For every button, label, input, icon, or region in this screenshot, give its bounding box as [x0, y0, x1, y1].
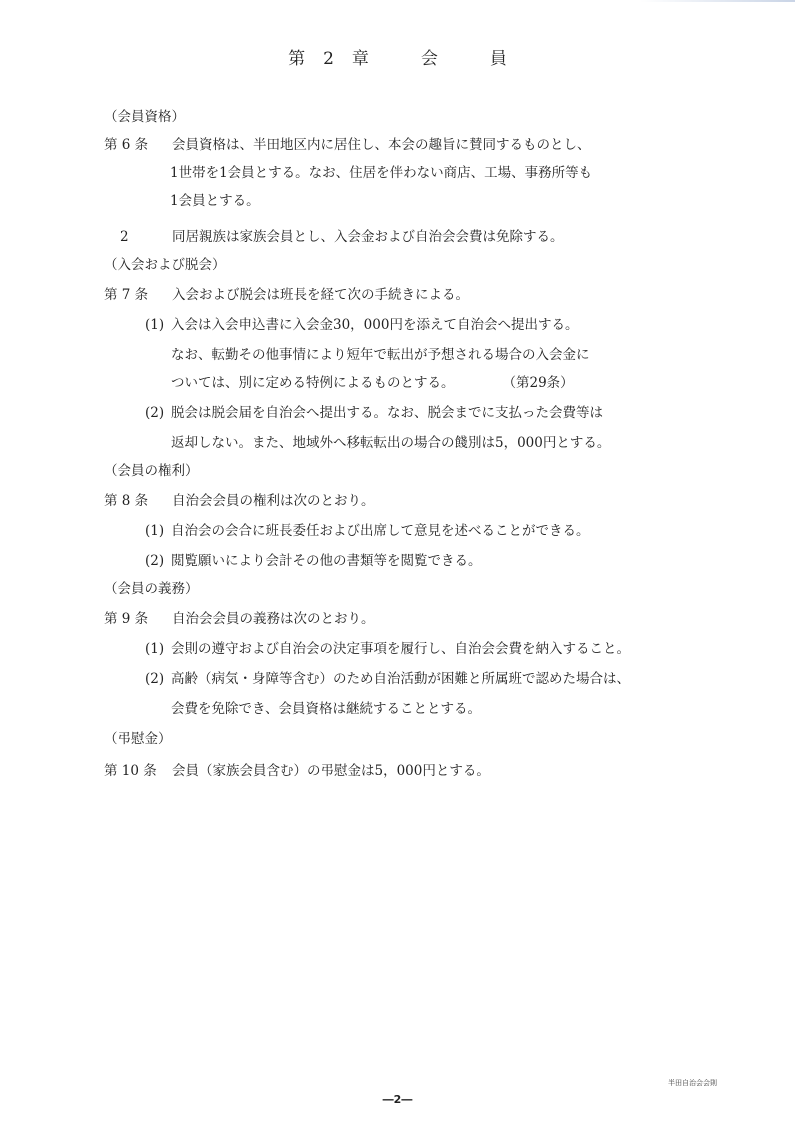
item-text: 閲覧願いにより会計その他の書類等を閲覧できる。	[171, 553, 482, 569]
item-text: 高齢（病気・身障等含む）のため自治活動が困難と所属班で認めた場合は、	[171, 671, 630, 687]
item-number: (1)	[145, 641, 165, 657]
article-7-item-2	[145, 404, 603, 422]
article-number: 第 9 条	[104, 611, 149, 627]
article-number: 第 6 条	[104, 137, 149, 153]
article-9-item-2	[145, 670, 630, 688]
item-text: 脱会は脱会届を自治会へ提出する。なお、脱会までに支払った会費等は	[171, 405, 603, 421]
item-number: (1)	[145, 523, 165, 539]
paragraph-text: 同居親族は家族会員とし、入会金および自治会会費は免除する。	[172, 229, 564, 245]
item-number: (2)	[145, 553, 165, 569]
article-7	[104, 286, 469, 304]
article-text: 会員（家族会員含む）の弔慰金は5，000円とする。	[172, 763, 490, 779]
article-9-item-1	[145, 640, 630, 658]
item-number: (1)	[145, 317, 165, 333]
item-number: (2)	[145, 671, 165, 687]
article-9-item-2-line-2: 会費を免除でき、会員資格は継続することとする。	[171, 701, 481, 717]
article-text: 自治会会員の権利は次のとおり。	[172, 493, 375, 509]
article-number: 第 8 条	[104, 493, 149, 509]
article-number: 第 10 条	[104, 763, 157, 779]
article-8	[104, 492, 375, 510]
article-10	[104, 762, 490, 780]
item-text: 自治会の会合に班長委任および出席して意見を述べることができる。	[171, 523, 590, 539]
article-8-item-1	[145, 522, 590, 540]
heading-join-leave: （入会および脱会）	[104, 257, 226, 273]
heading-membership-qualification: （会員資格）	[104, 109, 185, 125]
page-number: ―2―	[382, 1093, 413, 1106]
article-7-item-1	[145, 316, 578, 334]
article-7-item-1-line-3: ついては、別に定める特例によるものとする。 （第29条）	[171, 375, 574, 391]
article-text: 入会および脱会は班長を経て次の手続きによる。	[172, 287, 469, 303]
paragraph-number: 2	[120, 229, 129, 245]
article-text: 自治会会員の義務は次のとおり。	[172, 611, 375, 627]
article-text: 会員資格は、半田地区内に居住し、本会の趣旨に賛同するものとし、	[172, 137, 591, 153]
item-text: 入会は入会申込書に入会金30，000円を添えて自治会へ提出する。	[171, 317, 579, 333]
article-6-line-3: 1会員とする。	[170, 193, 260, 209]
item-number: (2)	[145, 405, 165, 421]
footer-document-name: 半田自治会会則	[668, 1079, 717, 1087]
article-9	[104, 610, 375, 628]
article-6-paragraph-2	[120, 228, 564, 246]
article-7-item-2-line-2: 返却しない。また、地域外へ移転転出の場合の餞別は5，000円とする。	[171, 435, 611, 451]
chapter-title: 第 2 章 会 員	[288, 49, 507, 69]
item-text: 会則の遵守および自治会の決定事項を履行し、自治会会費を納入すること。	[171, 641, 630, 657]
article-6	[104, 136, 591, 154]
article-number: 第 7 条	[104, 287, 149, 303]
heading-member-rights: （会員の権利）	[104, 463, 199, 479]
heading-member-duties: （会員の義務）	[104, 581, 199, 597]
heading-condolence: （弔慰金）	[104, 731, 172, 747]
article-reference: （第29条）	[502, 375, 574, 391]
article-6-line-2: 1世帯を1会員とする。なお、住居を伴わない商店、工場、事務所等も	[170, 165, 593, 181]
scan-edge-line	[640, 0, 795, 2]
article-7-item-1-line-2: なお、転勤その他事情により短年で転出が予想される場合の入会金に	[171, 347, 590, 363]
article-8-item-2	[145, 552, 482, 570]
